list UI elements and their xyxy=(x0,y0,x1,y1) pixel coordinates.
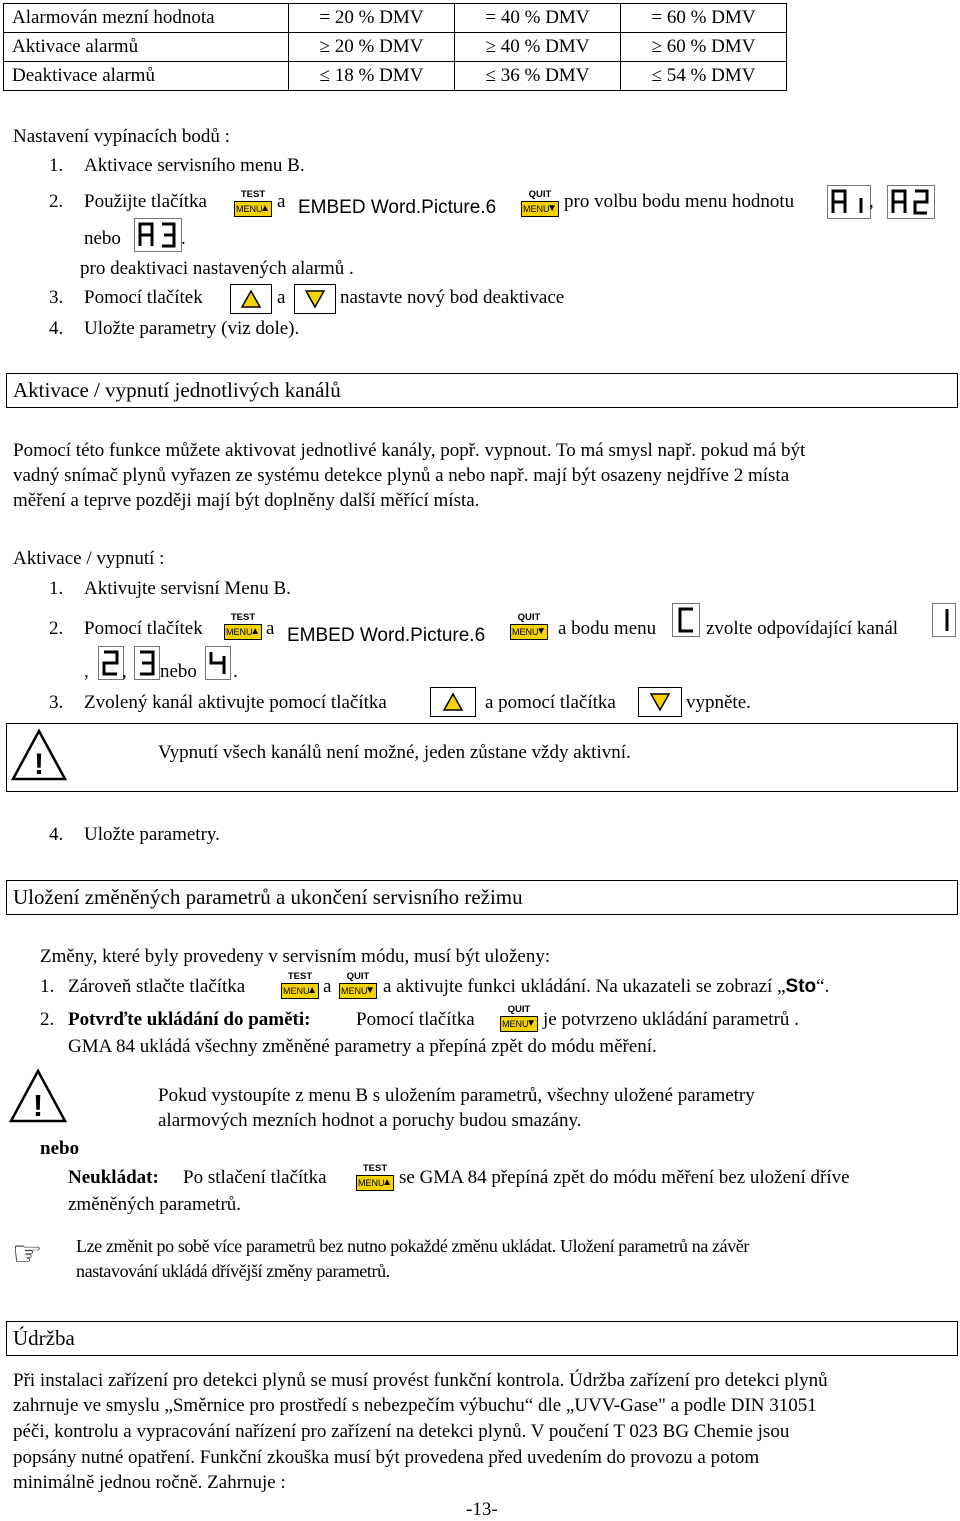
warning-icon xyxy=(10,728,68,782)
table-row xyxy=(4,4,787,33)
section-header-box xyxy=(6,1321,958,1356)
step-text: Zvolený kanál aktivujte pomocí tlačítka xyxy=(84,692,387,713)
step-text xyxy=(383,976,829,998)
geq-symbol: ≥ xyxy=(485,36,496,57)
step-number: 1. xyxy=(40,976,55,997)
cell-value: 20 % DMV xyxy=(334,36,424,57)
step-text: GMA 84 ukládá všechny změněné parametry a přepíná zpět do módu měření. xyxy=(68,1036,657,1057)
table-cell: Deaktivace alarmů xyxy=(4,62,289,91)
dot: . xyxy=(233,661,238,682)
test-menu-up-key xyxy=(355,1163,395,1193)
step-text: Zároveň stlačte tlačítka xyxy=(68,976,246,997)
embed-placeholder: EMBED Word.Picture.6 xyxy=(287,625,486,646)
key-menu-label: MENU xyxy=(341,986,368,996)
cell-value: 18 % DMV xyxy=(334,65,424,86)
down-arrow-icon: ▼ xyxy=(536,626,546,637)
warning-icon xyxy=(8,1068,68,1124)
down-triangle-icon xyxy=(639,688,681,716)
table-cell xyxy=(455,33,621,62)
step-number: 2. xyxy=(49,618,64,639)
key-label: QUIT xyxy=(517,612,541,623)
up-button xyxy=(430,687,476,717)
step-bold: Neukládat: xyxy=(68,1167,159,1188)
paragraph-line: Pomocí této funkce můžete aktivovat jednotlivé kanály, popř. vypnout. To má smysl např. pokud má být xyxy=(13,440,806,461)
key-menu-label: MENU xyxy=(358,1178,385,1188)
step-text: zvolte odpovídající kanál xyxy=(706,618,899,639)
warning-mark: ! xyxy=(32,1088,44,1123)
geq-symbol: ≥ xyxy=(319,36,330,57)
paragraph-line: měření a teprve později mají být doplněny další měřící místa. xyxy=(13,490,480,511)
down-triangle-icon xyxy=(295,285,335,313)
display-a1-icon xyxy=(827,185,871,219)
section-title-channels: Aktivace / vypnutí jednotlivých kanálů xyxy=(13,378,341,402)
step-text: nastavte nový bod deaktivace xyxy=(340,287,565,308)
display-3-icon xyxy=(134,646,160,680)
warning-text: Pokud vystoupíte z menu B s uložením parametrů, všechny uložené parametry xyxy=(158,1085,755,1106)
geq-symbol: ≥ xyxy=(651,36,662,57)
up-arrow-icon: ▲ xyxy=(250,626,260,637)
key-face xyxy=(224,624,262,640)
tip-text: nastavování ukládá dřívější změny parametrů. xyxy=(76,1261,390,1281)
step-text: nebo xyxy=(84,228,121,249)
quit-menu-down-key xyxy=(509,612,549,642)
step-text: Pomocí tlačítka xyxy=(356,1009,475,1030)
up-arrow-icon: ▲ xyxy=(382,1177,392,1188)
comma: , xyxy=(869,191,874,212)
pointing-hand-icon: ☞ xyxy=(12,1236,43,1273)
cell-value: 40 % DMV xyxy=(500,36,590,57)
step-text: Aktivujte servisní Menu B. xyxy=(84,578,291,599)
paragraph-line: péči, kontrolu a vypracování nařízení pro zařízení na detekci plynů. V poučení T 023 BG Chemie jsou xyxy=(13,1421,790,1442)
table-cell: = 60 % DMV xyxy=(621,4,787,33)
step-text: změněných parametrů. xyxy=(68,1194,242,1215)
step-text-part: a aktivujte funkci ukládání. Na ukazateli se zobrazí „ xyxy=(383,976,786,997)
table-cell: Alarmován mezní hodnota xyxy=(4,4,289,33)
step-number: 3. xyxy=(49,692,64,713)
step-number: 4. xyxy=(49,318,64,339)
quit-menu-down-key xyxy=(499,1004,539,1034)
tip-text: Lze změnit po sobě více parametrů bez nutno pokaždé změnu ukládat. Uložení parametrů na závěr xyxy=(76,1236,749,1256)
table-cell xyxy=(621,62,787,91)
key-face xyxy=(234,201,272,217)
key-menu-label: MENU xyxy=(512,627,539,637)
display-a3-icon xyxy=(134,218,182,252)
key-label: TEST xyxy=(287,971,313,982)
key-menu-label: MENU xyxy=(283,986,310,996)
table-row xyxy=(4,33,787,62)
step-text: Uložte parametry. xyxy=(84,824,220,845)
paragraph-line: Změny, které byly provedeny v servisním módu, musí být uloženy: xyxy=(40,946,551,967)
step-number: 1. xyxy=(49,155,64,176)
display-1-icon xyxy=(932,603,956,637)
display-2-icon xyxy=(98,646,124,680)
key-menu-label: MENU xyxy=(226,627,253,637)
step-text: vypněte. xyxy=(686,692,751,713)
up-arrow-icon: ▲ xyxy=(307,985,317,996)
section-title-maintenance: Údržba xyxy=(13,1326,75,1350)
step-text: nebo xyxy=(160,661,197,682)
step-text: pro volbu bodu menu hodnotu xyxy=(564,191,795,212)
up-triangle-icon xyxy=(431,688,475,716)
quit-menu-down-key xyxy=(520,189,560,219)
comma: , xyxy=(84,661,89,682)
down-button xyxy=(294,284,336,314)
up-triangle-icon xyxy=(231,285,271,313)
table-cell: = 20 % DMV xyxy=(289,4,455,33)
down-arrow-icon: ▼ xyxy=(526,1018,536,1029)
paragraph-line: Při instalaci zařízení pro detekci plynů se musí provést funkční kontrola. Údržba zařízení pro detekci plynů xyxy=(13,1370,828,1391)
step-text: Použijte tlačítka xyxy=(84,191,207,212)
warning-text: alarmových mezních hodnot a poruchy budou smazány. xyxy=(158,1110,582,1131)
table-row xyxy=(4,62,787,91)
key-label: TEST xyxy=(362,1163,388,1174)
display-sto: Sto xyxy=(785,976,817,997)
step-number: 4. xyxy=(49,824,64,845)
key-label: TEST xyxy=(230,612,256,623)
step-text: a xyxy=(323,976,332,997)
step-text: pro deaktivaci nastavených alarmů . xyxy=(80,258,354,279)
nebo-label: nebo xyxy=(40,1138,80,1159)
table-cell xyxy=(289,62,455,91)
leq-symbol: ≤ xyxy=(485,65,496,86)
step-text: Aktivace servisního menu B. xyxy=(84,155,305,176)
step-number: 2. xyxy=(40,1009,55,1030)
test-menu-up-key xyxy=(223,612,263,642)
up-button xyxy=(230,284,272,314)
paragraph-line: vadný snímač plynů vyřazen ze systému detekce plynů a nebo např. mají být osazeny nejdříve 2 místa xyxy=(13,465,790,486)
leq-symbol: ≤ xyxy=(651,65,662,86)
step-text: a pomocí tlačítka xyxy=(485,692,616,713)
key-face xyxy=(356,1175,394,1191)
step-text: Pomocí tlačítek xyxy=(84,618,203,639)
warning-text: Vypnutí všech kanálů není možné, jeden zůstane vždy aktivní. xyxy=(158,742,631,763)
step-number: 3. xyxy=(49,287,64,308)
key-menu-label: MENU xyxy=(523,204,550,214)
key-label: TEST xyxy=(240,189,266,200)
cell-value: 54 % DMV xyxy=(666,65,756,86)
cell-value: 36 % DMV xyxy=(500,65,590,86)
test-menu-up-key xyxy=(280,971,320,1001)
paragraph-line: minimálně jednou ročně. Zahrnuje : xyxy=(13,1472,286,1493)
key-face xyxy=(281,983,319,999)
leq-symbol: ≤ xyxy=(319,65,330,86)
page-number: -13- xyxy=(466,1499,498,1520)
step-bold: Potvrďte ukládání do paměti: xyxy=(68,1009,311,1030)
step-text: se GMA 84 přepíná zpět do módu měření bez uložení dříve xyxy=(399,1167,850,1188)
key-label: QUIT xyxy=(507,1004,531,1015)
key-face xyxy=(510,624,548,640)
step-text: je potvrzeno ukládání parametrů . xyxy=(543,1009,799,1030)
step-text-part: “. xyxy=(816,976,830,997)
dot: . xyxy=(181,228,186,249)
step-text: Uložte parametry (viz dole). xyxy=(84,318,300,339)
section-title-save: Uložení změněných parametrů a ukončení servisního režimu xyxy=(13,885,523,909)
comma: , xyxy=(122,661,127,682)
step-text: a xyxy=(266,618,275,639)
embed-placeholder: EMBED Word.Picture.6 xyxy=(298,197,497,218)
table-cell xyxy=(289,33,455,62)
quit-menu-down-key xyxy=(338,971,378,1001)
step-text: Po stlačení tlačítka xyxy=(183,1167,327,1188)
table-cell xyxy=(455,62,621,91)
down-button xyxy=(638,687,682,717)
display-a2-icon xyxy=(887,185,935,219)
setpoints-heading: Nastavení vypínacích bodů : xyxy=(13,126,230,147)
key-menu-label: MENU xyxy=(502,1019,529,1029)
key-label: QUIT xyxy=(346,971,370,982)
display-c-icon xyxy=(672,603,700,637)
key-label: QUIT xyxy=(528,189,552,200)
down-arrow-icon: ▼ xyxy=(547,203,557,214)
alarm-table xyxy=(3,3,787,91)
step-text: Pomocí tlačítek xyxy=(84,287,203,308)
key-menu-label: MENU xyxy=(236,204,263,214)
display-4-icon xyxy=(205,646,231,680)
down-arrow-icon: ▼ xyxy=(365,985,375,996)
table-cell xyxy=(621,33,787,62)
step-number: 2. xyxy=(49,191,64,212)
table-cell: = 40 % DMV xyxy=(455,4,621,33)
key-face xyxy=(521,201,559,217)
key-face xyxy=(339,983,377,999)
step-text: a bodu menu xyxy=(558,618,657,639)
paragraph-line: popsány nutné opatření. Funkční zkouška musí být provedena před uvedením do provozu a potom xyxy=(13,1447,760,1468)
step-text: a xyxy=(277,191,286,212)
step-text: a xyxy=(277,287,286,308)
key-face xyxy=(500,1016,538,1032)
test-menu-up-key xyxy=(233,189,273,219)
up-arrow-icon: ▲ xyxy=(260,203,270,214)
paragraph-line: zahrnuje ve smyslu „Směrnice pro prostředí s nebezpečím výbuchu“ dle „UVV-Gase" a podle DIN 31051 xyxy=(13,1395,817,1416)
step-number: 1. xyxy=(49,578,64,599)
subheading: Aktivace / vypnutí : xyxy=(13,548,165,569)
table-cell: Aktivace alarmů xyxy=(4,33,289,62)
cell-value: 60 % DMV xyxy=(666,36,756,57)
warning-mark: ! xyxy=(34,748,44,781)
